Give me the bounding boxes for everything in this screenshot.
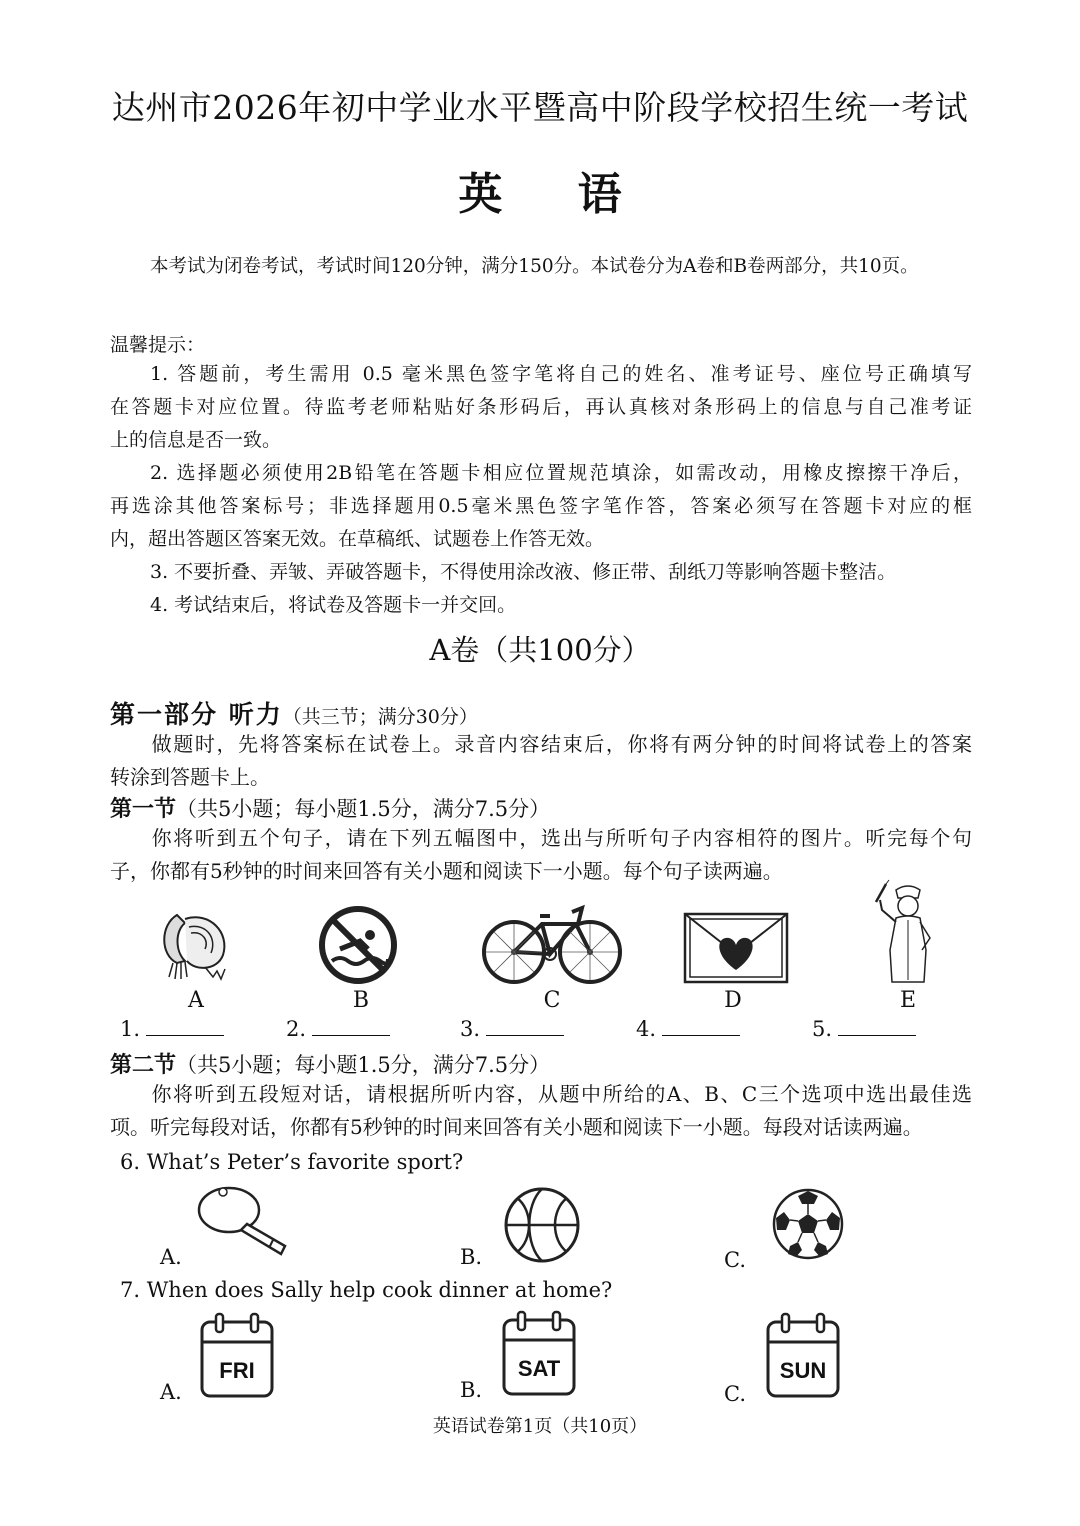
section-a-title: A卷（共100分） <box>429 633 651 667</box>
q6-option-c-label[interactable]: C. <box>724 1248 746 1272</box>
bicycle-icon <box>482 900 622 985</box>
q7-option-c-label[interactable]: C. <box>724 1382 746 1406</box>
section2-note: （共5小题；每小题1.5分，满分7.5分） <box>176 1053 551 1077</box>
tip-4-line-1: 4. 考试结束后，将试卷及答题卡一并交回。 <box>150 594 517 616</box>
page-footer: 英语试卷第1页（共10页） <box>432 1416 648 1437</box>
section2-instructions <box>110 1078 972 1144</box>
question-7: 7. When does Sally help cook dinner at home? <box>120 1278 613 1302</box>
picture-label-d: D <box>724 988 742 1013</box>
answer-blank-3[interactable]: 3. <box>460 1015 564 1041</box>
soccer-ball-icon <box>772 1188 844 1260</box>
part1-heading <box>110 695 478 731</box>
subject-title: 英 语 <box>458 169 652 220</box>
heart-envelope-icon <box>683 912 789 984</box>
answer-blank-1[interactable]: 1. <box>120 1015 224 1041</box>
section2-instr-line-1: 你将听到五段短对话，请根据所听内容，从题中所给的A、B、C三个选项中选出最佳选 <box>150 1082 972 1106</box>
tip-2-line-2: 再选涂其他答案标号；非选择题用0.5毫米黑色签字笔作答，答案必须写在答题卡对应的框 <box>110 495 972 517</box>
tip-1-line-3: 上的信息是否一致。 <box>110 429 282 451</box>
q7-option-c-day: SUN <box>779 1358 827 1383</box>
section1-instr-line-1: 你将听到五个句子，请在下列五幅图中，选出与所听句子内容相符的图片。听完每个句 <box>150 826 972 850</box>
tips-heading: 温馨提示： <box>110 334 206 356</box>
section1-instr-line-2: 子，你都有5秒钟的时间来回答有关小题和阅读下一小题。每个句子读两遍。 <box>110 859 783 883</box>
picture-label-e: E <box>899 988 917 1013</box>
answer-blank-5[interactable]: 5. <box>812 1015 916 1041</box>
q7-option-a-day: FRI <box>219 1358 255 1383</box>
nurse-with-syringe-icon <box>872 880 942 985</box>
part1-title: 第一部分 听力 <box>110 700 283 729</box>
tip-3-line-1: 3. 不要折叠、弄皱、弄破答题卡，不得使用涂改液、修正带、刮纸刀等影响答题卡整洁。 <box>150 561 897 583</box>
section1-instructions <box>110 822 972 888</box>
answer-blank-2[interactable]: 2. <box>286 1015 390 1041</box>
calendar-icon <box>502 1310 576 1396</box>
section2-heading <box>110 1048 550 1079</box>
calendar-icon <box>200 1312 274 1398</box>
q7-option-b-day: SAT <box>517 1356 561 1381</box>
no-swimming-sign-icon <box>318 905 398 985</box>
section2-instr-line-2: 项。听完每段对话，你都有5秒钟的时间来回答有关小题和阅读下一小题。每段对话读两遍。 <box>110 1115 923 1139</box>
section1-title: 第一节 <box>110 796 177 822</box>
calendar-icon <box>766 1312 840 1398</box>
tip-1-line-1: 1. 答题前，考生需用 0.5 毫米黑色签字笔将自己的姓名、准考证号、座位号正确填写 <box>150 363 972 385</box>
question-6: 6. What’s Peter’s favorite sport? <box>120 1150 464 1174</box>
ping-pong-paddle-icon <box>195 1186 295 1256</box>
tip-1-line-2: 在答题卡对应位置。待监考老师粘贴好条形码后，再认真核对条形码上的信息与自己准考证 <box>110 396 972 418</box>
part1-instructions <box>110 728 972 794</box>
part1-instr-line-1: 做题时，先将答案标在试卷上。录音内容结束后，你将有两分钟的时间将试卷上的答案 <box>150 732 972 756</box>
picture-label-b: B <box>352 988 370 1013</box>
tip-2-line-3: 内，超出答题区答案无效。在草稿纸、试题卷上作答无效。 <box>110 528 605 550</box>
scarf-icon <box>155 905 235 985</box>
picture-label-a: A <box>188 988 204 1013</box>
q6-option-a-label[interactable]: A. <box>160 1245 182 1269</box>
answer-blank-4[interactable]: 4. <box>636 1015 740 1041</box>
part1-instr-line-2: 转涂到答题卡上。 <box>110 765 270 789</box>
section1-note: （共5小题；每小题1.5分，满分7.5分） <box>176 797 551 821</box>
picture-label-c: C <box>543 988 561 1013</box>
q7-option-a-label[interactable]: A. <box>160 1380 182 1404</box>
exam-title: 达州市2026年初中学业水平暨高中阶段学校招生统一考试 <box>111 88 969 127</box>
tip-2-line-1: 2. 选择题必须使用2B铅笔在答题卡相应位置规范填涂，如需改动，用橡皮擦擦干净后， <box>150 462 972 484</box>
basketball-icon <box>503 1186 581 1264</box>
q6-option-b-label[interactable]: B. <box>460 1245 483 1269</box>
tips-list <box>110 358 972 622</box>
part1-note: （共三节；满分30分） <box>282 706 478 728</box>
q7-option-b-label[interactable]: B. <box>460 1378 483 1402</box>
section2-title: 第二节 <box>110 1052 177 1078</box>
section1-heading <box>110 792 550 823</box>
exam-intro: 本考试为闭卷考试，考试时间120分钟，满分150分。本试卷分为A卷和B卷两部分，共10页。 <box>150 256 919 277</box>
